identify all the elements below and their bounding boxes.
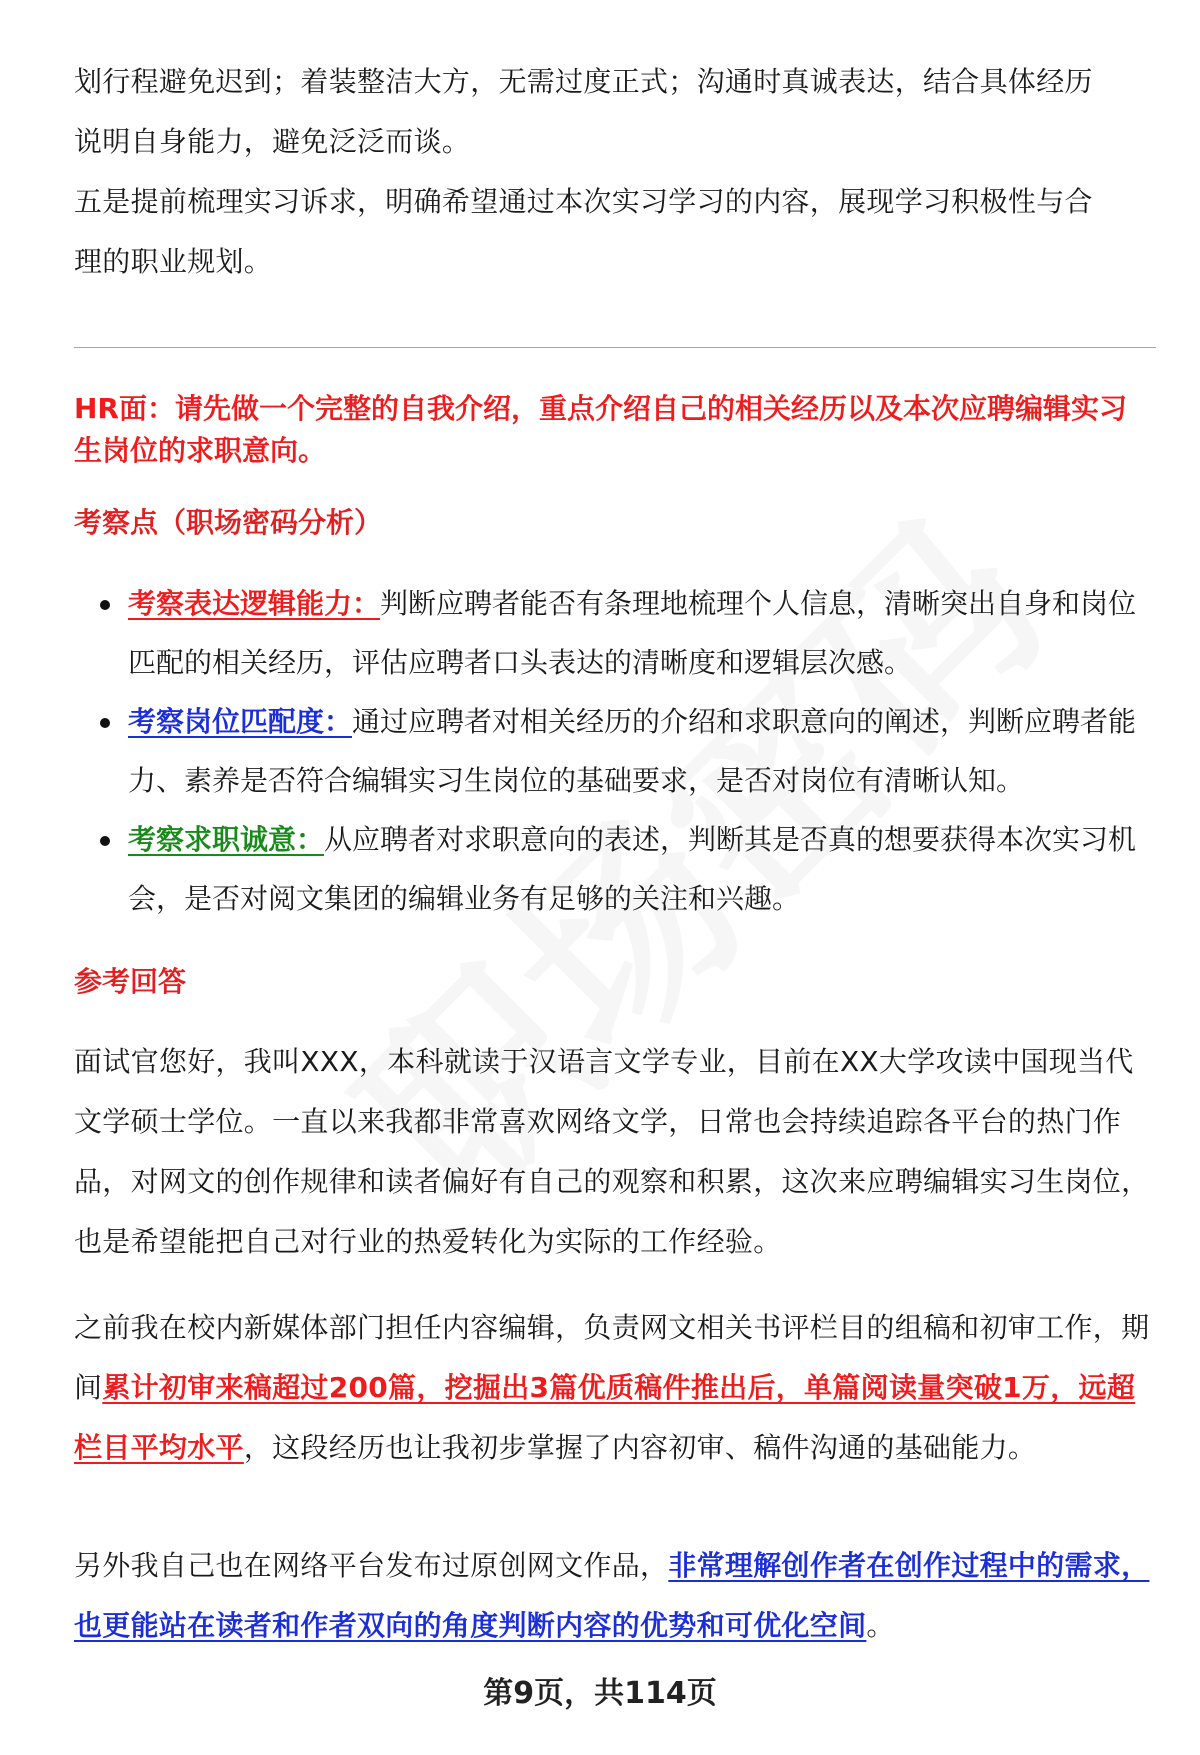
answer-text: 另外我自己也在网络平台发布过原创网文作品， xyxy=(74,1549,669,1582)
section-divider xyxy=(74,347,1156,348)
analysis-point xyxy=(74,692,1154,810)
paragraph-line: 划行程避免迟到；着装整洁大方，无需过度正式；沟通时真诚表达，结合具体经历 xyxy=(74,65,1093,98)
answer-text: 。 xyxy=(866,1609,895,1642)
page-number: 第9页，共114页 xyxy=(483,1676,717,1711)
answer-paragraph-1: 面试官您好，我叫XXX，本科就读于汉语言文学专业，目前在XX大学攻读中国现当代文学硕士学位。一直以来我都非常喜欢网络文学，日常也会持续追踪各平台的热门作品，对网文的创作规律和读者偏好有自己的观察和积累，这次来应聘编辑实习生岗位，也是希望能把自己对行业的热爱转化为实际的工作经验。 xyxy=(74,1045,1150,1258)
analysis-point xyxy=(74,574,1154,692)
analysis-points xyxy=(74,574,1154,928)
answer-highlight: 非常理解创作者在创作过程中的需求，也更能站在读者和作者双向的角度判断内容的优势和可优化空间 xyxy=(74,1549,1150,1642)
point-tag: 考察岗位匹配度： xyxy=(128,705,353,738)
answer-text: ，这段经历也让我初步掌握了内容初审、稿件沟通的基础能力。 xyxy=(243,1431,1037,1464)
point-text: 通过应聘者对相关经历的介绍和求职意向的阐述，判断应聘者能力、素养是否符合编辑实习生岗位的基础要求，是否对岗位有清晰认知。 xyxy=(128,705,1137,797)
bullet-icon xyxy=(100,600,110,610)
paragraph-line: 五是提前梳理实习诉求，明确希望通过本次实习学习的内容，展现学习积极性与合 xyxy=(74,185,1093,218)
point-tag: 考察求职诚意： xyxy=(128,823,325,856)
point-text: 判断应聘者能否有条理地梳理个人信息，清晰突出自身和岗位匹配的相关经历，评估应聘者口头表达的清晰度和逻辑层次感。 xyxy=(128,587,1137,679)
point-text: 从应聘者对求职意向的表述，判断其是否真的想要获得本次实习机会，是否对阅文集团的编辑业务有足够的关注和兴趣。 xyxy=(128,823,1137,915)
answer-text: 之前我在校内新媒体部门担任内容编辑，负责网文相关书评栏目的组稿和初审工作，期间 xyxy=(74,1311,1150,1404)
answer-paragraph-2 xyxy=(74,1298,1154,1478)
point-tag: 考察表达逻辑能力： xyxy=(128,587,381,620)
bullet-icon xyxy=(100,836,110,846)
answer-paragraph-3 xyxy=(74,1536,1154,1656)
answer-highlight: 累计初审来稿超过200篇，挖掘出3篇优质稿件推出后，单篇阅读量突破1万，远超栏目平均水平 xyxy=(74,1371,1136,1464)
paragraph-line: 说明自身能力，避免泛泛而谈。 xyxy=(74,125,471,158)
interview-question: HR面：请先做一个完整的自我介绍，重点介绍自己的相关经历以及本次应聘编辑实习生岗位的求职意向。 xyxy=(74,392,1127,467)
analysis-title: 考察点（职场密码分析） xyxy=(74,506,383,539)
document-top-text xyxy=(74,52,1154,292)
answer-title: 参考回答 xyxy=(74,965,187,998)
analysis-point xyxy=(74,810,1154,928)
paragraph-line: 理的职业规划。 xyxy=(74,245,273,278)
bullet-icon xyxy=(100,718,110,728)
